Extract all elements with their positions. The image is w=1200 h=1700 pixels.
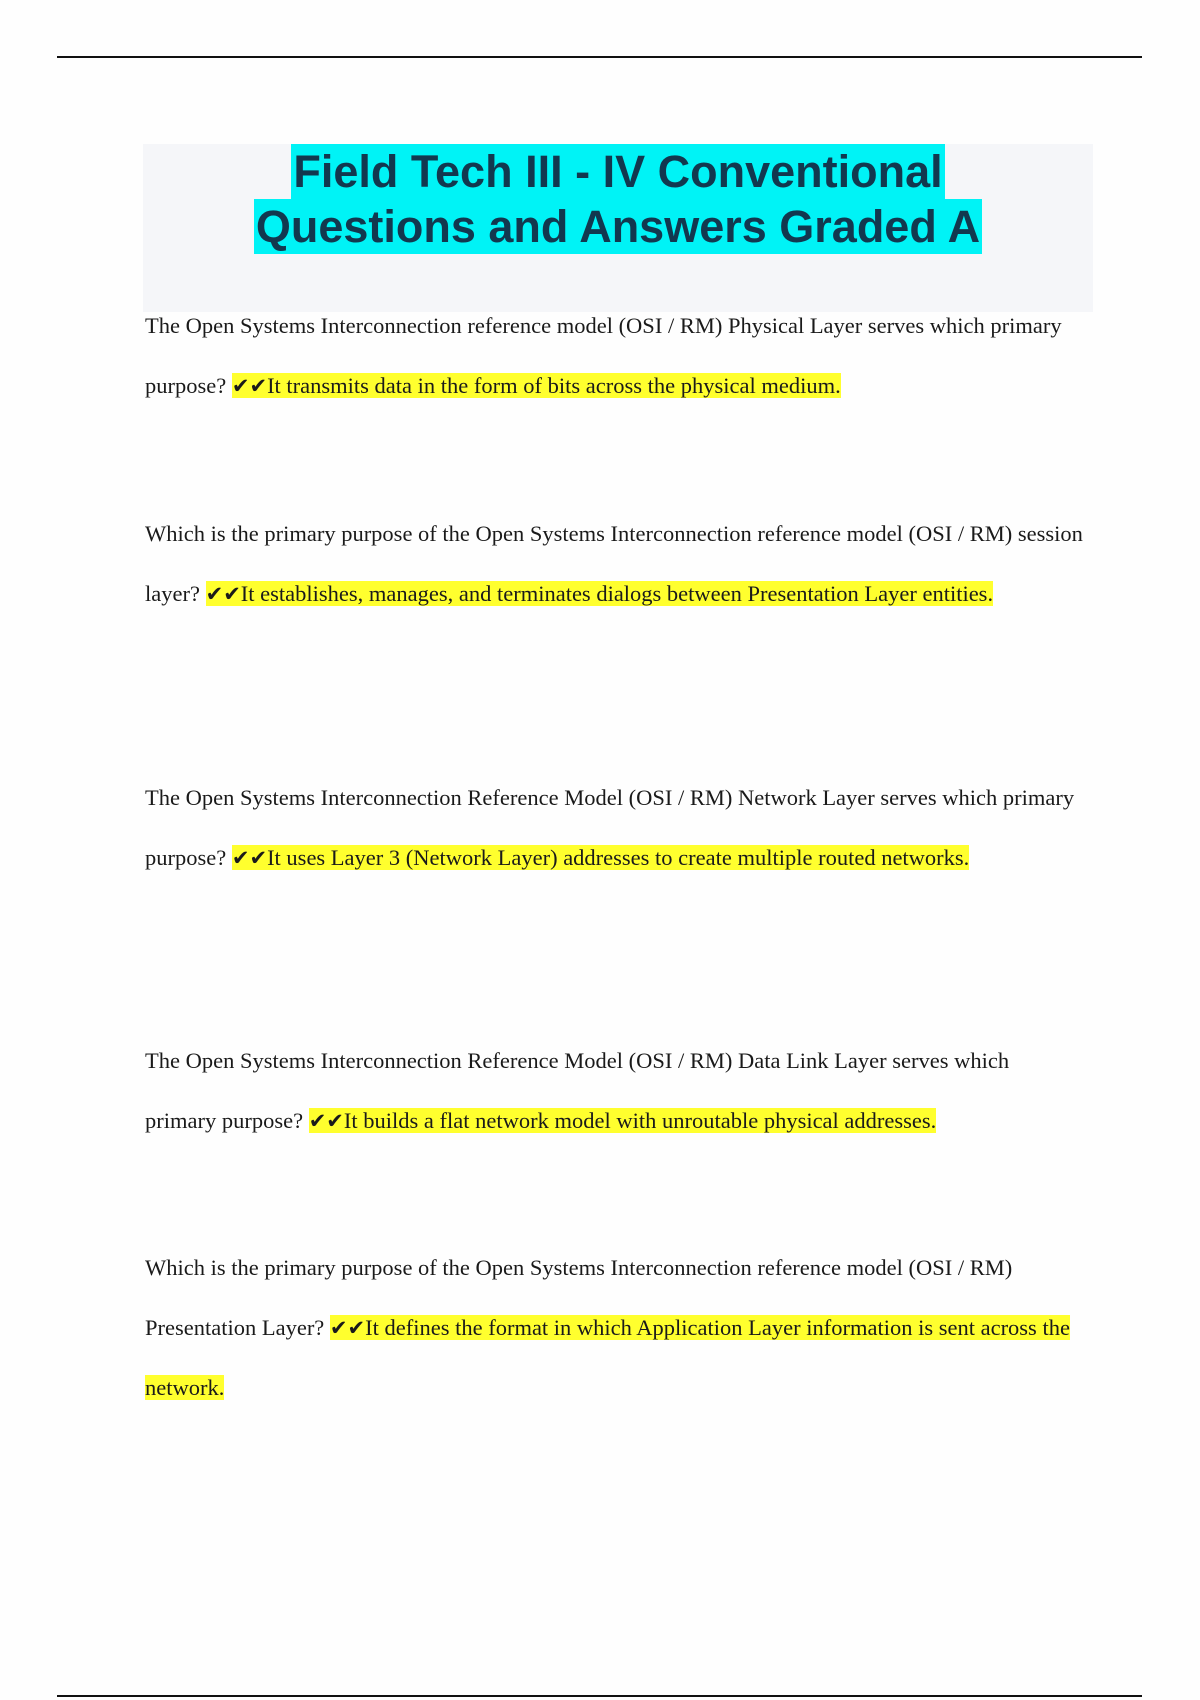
bottom-rule: [57, 1695, 1142, 1697]
double-check-icon: ✔✔: [308, 1109, 344, 1133]
double-check-icon: ✔✔: [205, 582, 241, 606]
question-text: The Open Systems Interconnection Reference Model (OSI / RM) Network Layer serves which primary purpose?: [145, 785, 1075, 870]
double-check-icon: ✔✔: [231, 846, 268, 870]
top-rule: [57, 56, 1142, 58]
qa-item: [145, 1238, 1085, 1418]
double-check-icon: ✔✔: [231, 374, 268, 398]
question-text: The Open Systems Interconnection Reference Model (OSI / RM) Data Link Layer serves which primary purpose?: [145, 1048, 1010, 1133]
qa-item: [145, 768, 1085, 888]
qa-item: [145, 296, 1085, 416]
document-title-line-1: Field Tech III - IV Conventional: [293, 146, 943, 197]
answer-text: It uses Layer 3 (Network Layer) addresses to create multiple routed networks.: [267, 845, 970, 870]
answer-text: It establishes, manages, and terminates dialogs between Presentation Layer entities.: [240, 581, 994, 606]
answer-text: It transmits data in the form of bits across the physical medium.: [267, 373, 841, 398]
question-text: Which is the primary purpose of the Open Systems Interconnection reference model (OSI / RM) Presentation Layer?: [145, 1255, 1013, 1340]
double-check-icon: ✔✔: [329, 1316, 366, 1340]
question-text: The Open Systems Interconnection reference model (OSI / RM) Physical Layer serves which primary purpose?: [145, 313, 1062, 398]
answer-text: It builds a flat network model with unroutable physical addresses.: [343, 1108, 937, 1133]
document-title-line-2: Questions and Answers Graded A: [255, 201, 981, 252]
answer-text: It defines the format in which Application Layer information is sent across the network.: [145, 1315, 1070, 1400]
answer-highlight: [206, 581, 993, 606]
answer-highlight: [232, 845, 969, 870]
qa-item: [145, 1031, 1085, 1151]
answer-highlight: [309, 1108, 937, 1133]
title-block: [143, 144, 1093, 312]
qa-item: [145, 504, 1085, 624]
answer-highlight: [232, 373, 841, 398]
question-text: Which is the primary purpose of the Open Systems Interconnection reference model (OSI / RM) session layer?: [145, 521, 1083, 606]
